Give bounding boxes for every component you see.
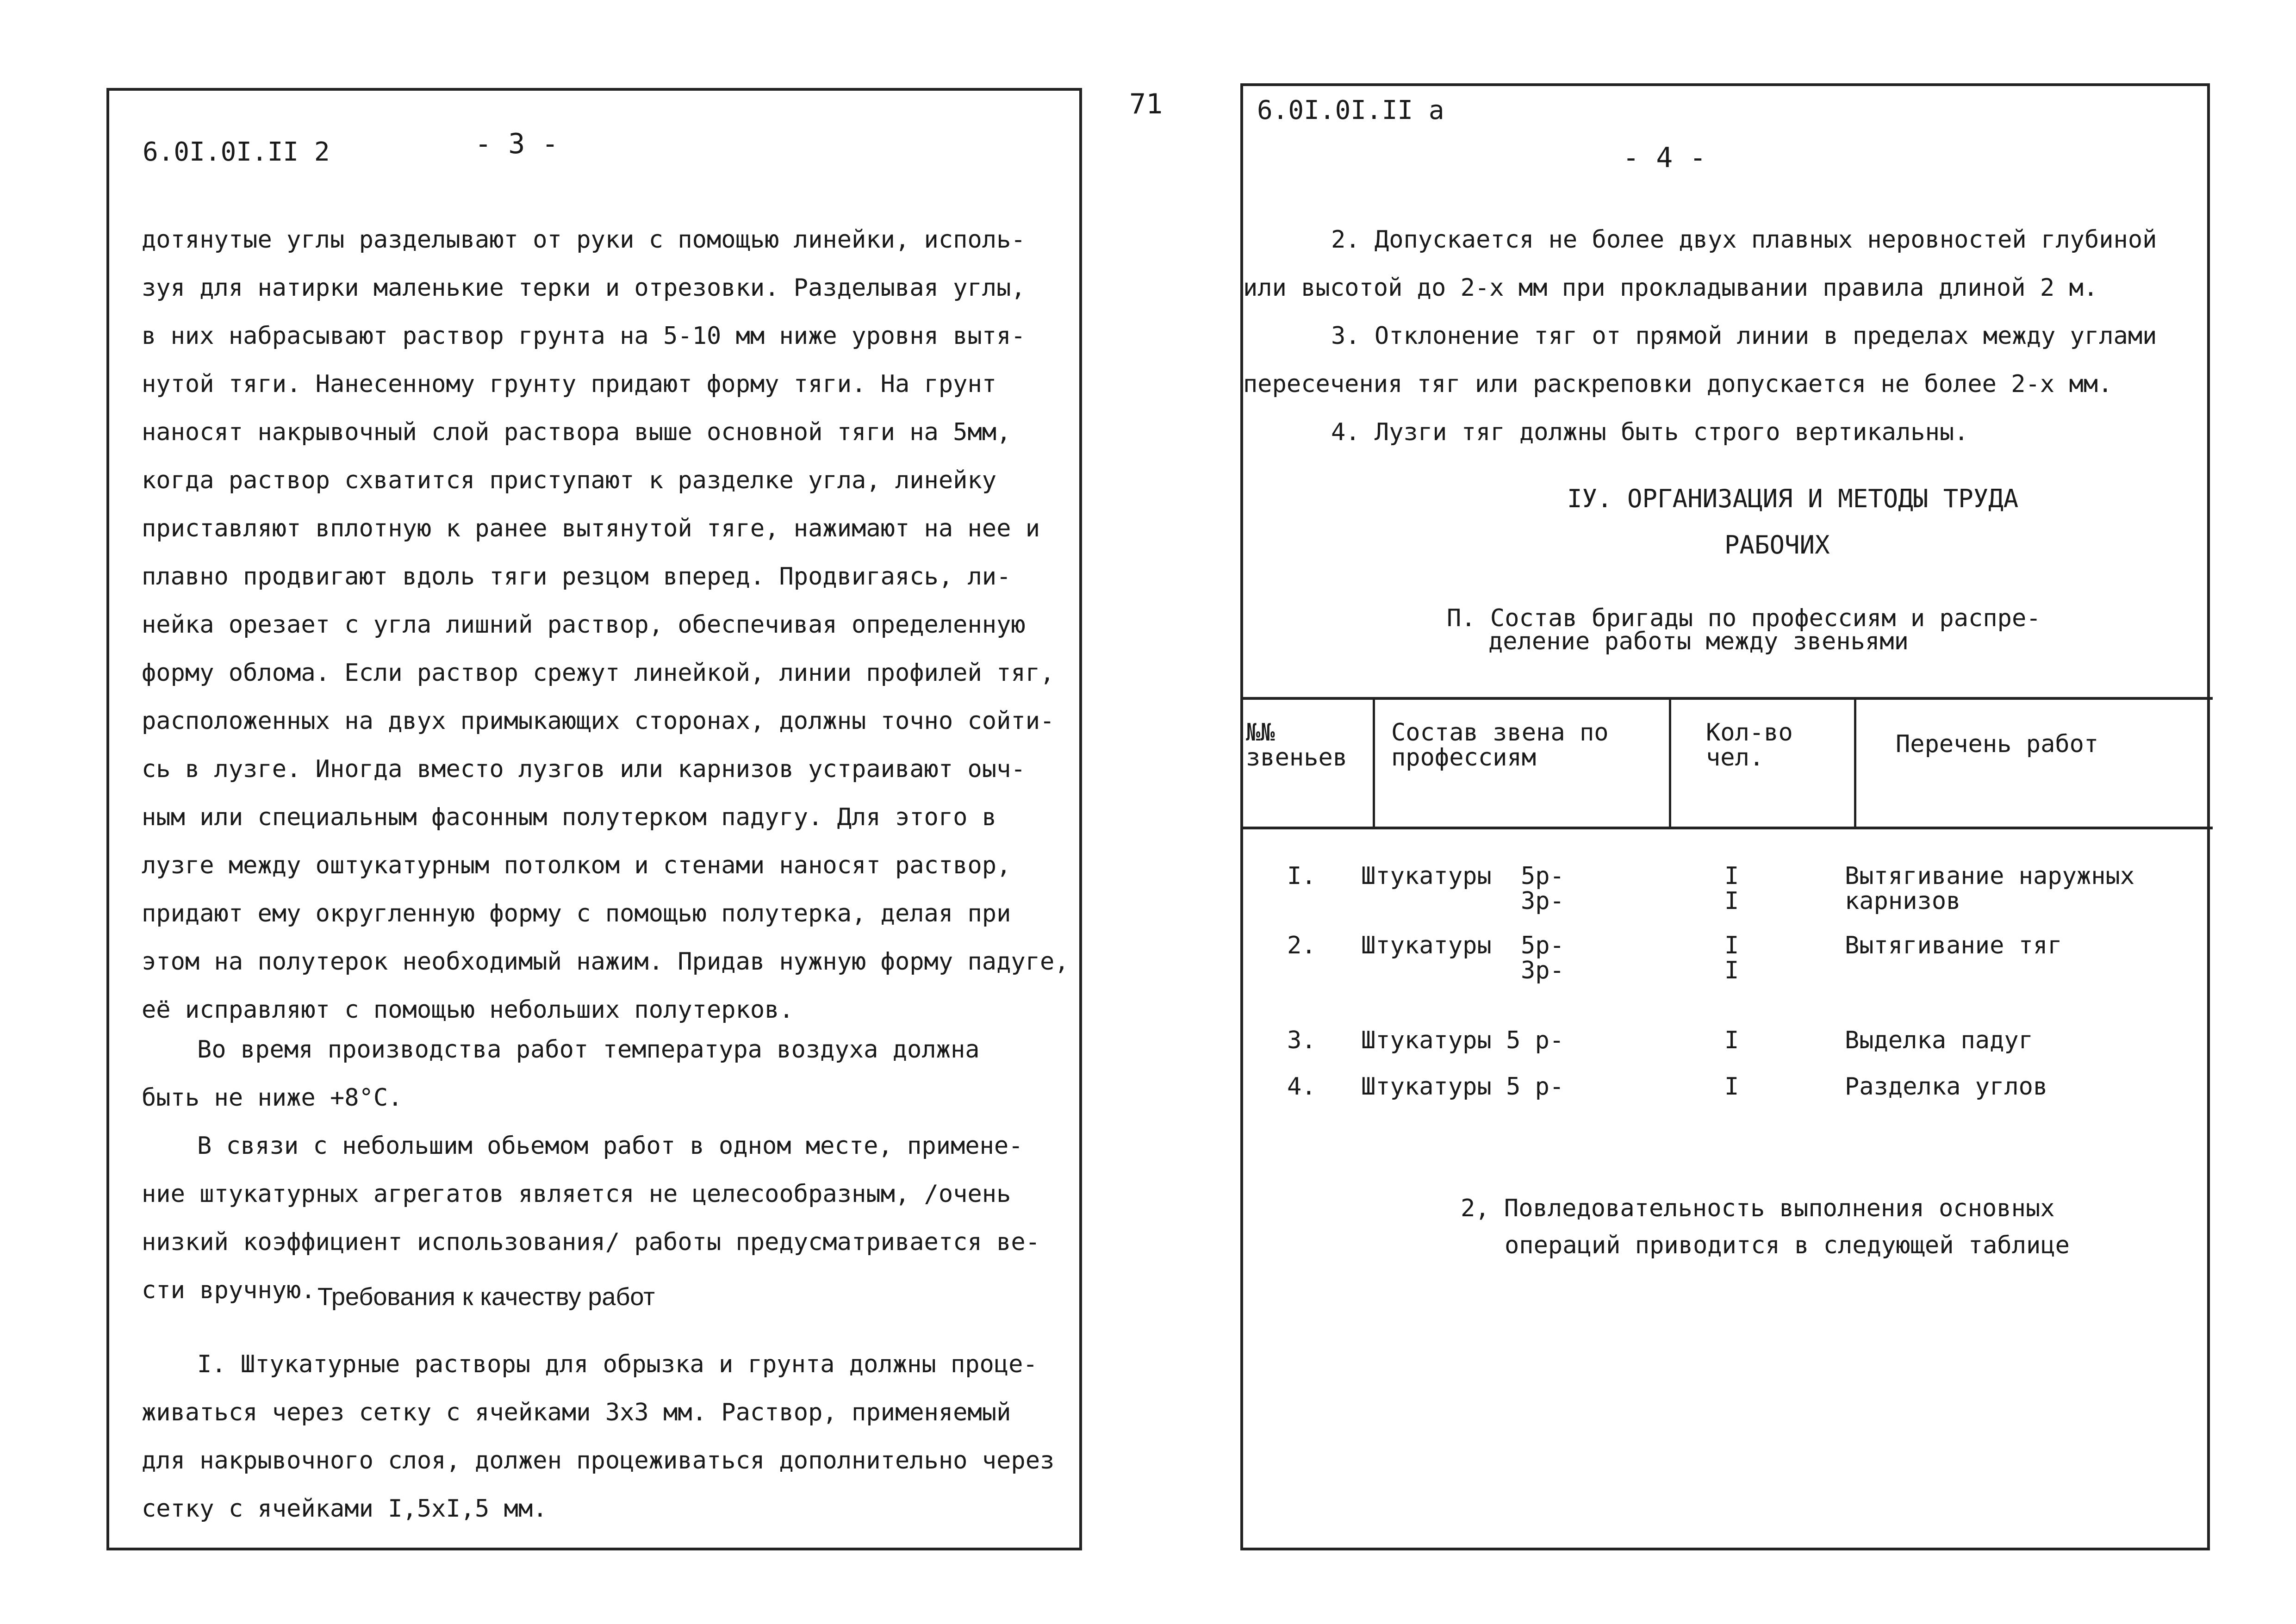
subsection-title: П. Состав бригады по профессиям и распре- [1447, 604, 2041, 632]
table-row-3-number: 3. [1287, 1027, 1316, 1054]
sequence-note: 2, Повледовательность выполнения основных операций приводится в следующей таблице [1461, 1195, 2070, 1259]
table-row-1-count: I I [1724, 862, 1739, 915]
table-row-1-profession: Штукатуры [1361, 862, 1492, 890]
lp1-line: нутой тяги. Нанесенному грунту придают форму тяги. На грунт [142, 370, 997, 398]
lp1-line: наносят накрывочный слой раствора выше основной тяги на 5мм, [142, 418, 1011, 446]
quality-requirements-heading: Требования к качеству работ [317, 1283, 655, 1311]
table-row-2-count: I I [1724, 932, 1739, 984]
lp3-line: В связи с небольшим обьемом работ в одном месте, примене- [197, 1132, 1023, 1160]
lp1-line: расположенных на двух примыкающих сторонах, должны точно сойти- [142, 707, 1055, 735]
table-col-divider-3 [1854, 697, 1856, 829]
lp4-line: для накрывочного слоя, должен процеживаться дополнительно через [142, 1447, 1055, 1475]
right-page-marker: - 4 - [1623, 142, 1706, 174]
table-row-1-grades: 5р- 3р- [1521, 862, 1564, 915]
table-header-composition: Состав звена по профессиям [1391, 719, 1609, 772]
section-title-continued: РАБОЧИХ [1724, 530, 1830, 560]
lp1-line: этом на полутерок необходимый нажим. Придав нужную форму падуге, [142, 948, 1069, 976]
table-row-4-profession: Штукатуры 5 р- [1361, 1073, 1564, 1101]
table-row-4-number: 4. [1287, 1073, 1316, 1101]
rp3-line: пересечения тяг или раскреповки допускается не более 2-х мм. [1243, 370, 2113, 398]
right-item-4: 4. Лузги тяг должны быть строго вертикальны. [1331, 418, 1969, 446]
lp2-line: Во время производства работ температура воздуха должна [197, 1036, 980, 1064]
lp1-line: придают ему округленную форму с помощью полутерка, делая при [142, 900, 1011, 927]
table-col-divider-1 [1373, 697, 1375, 829]
left-page-frame [106, 88, 1082, 1550]
lp1-line: плавно продвигают вдоль тяги резцом вперед. Продвигаясь, ли- [142, 563, 1011, 591]
lp1-line: лузге между оштукатурным потолком и стенами наносят раствор, [142, 852, 1011, 879]
table-row-3-work: Выделка падуг [1845, 1027, 2033, 1054]
left-paragraph-1 [142, 216, 1069, 1034]
table-header-work-list: Перечень работ [1896, 730, 2099, 758]
lp1-line: сь в лузге. Иногда вместо лузгов или карнизов устраивают оыч- [142, 755, 1026, 783]
lp1-line: её исправляют с помощью небольших полутерков. [142, 996, 794, 1024]
rp2-line: 2. Допускается не более двух плавных неровностей глубиной [1331, 226, 2157, 254]
table-row-2-grades: 5р- 3р- [1521, 932, 1564, 984]
left-doc-code: 6.0I.0I.II 2 [143, 137, 330, 167]
lp1-line: нейка орезает с угла лишний раствор, обеспечивая определенную [142, 611, 1026, 639]
lp1-line: ным или специальным фасонным полутерком падугу. Для этого в [142, 803, 997, 831]
table-row-1-number: I. [1287, 862, 1316, 890]
table-row-2-work: Вытягивание тяг [1845, 932, 2062, 959]
table-header-bottom-rule [1243, 827, 2213, 829]
table-row-4-work: Разделка углов [1845, 1073, 2048, 1101]
lp1-line: когда раствор схватится приступают к разделке угла, линейку [142, 467, 997, 494]
lp4-line: I. Штукатурные растворы для обрызка и грунта должны проце- [197, 1350, 1038, 1378]
section-title: IУ. ОРГАНИЗАЦИЯ И МЕТОДЫ ТРУДА [1567, 484, 2019, 513]
right-item-3 [1243, 312, 2157, 408]
subsection-title-continued: деление работы между звеньями [1488, 628, 1909, 655]
left-page-marker: - 3 - [475, 128, 559, 160]
right-page-frame [1240, 83, 2210, 1550]
lp3-line: ние штукатурных агрегатов является не целесообразным, /очень [142, 1180, 1011, 1208]
rp3-line: 3. Отклонение тяг от прямой линии в пределах между углами [1331, 322, 2157, 350]
lp3-line: сти вручную. [142, 1276, 316, 1304]
rp2-line: или высотой до 2-х мм при прокладывании правила длиной 2 м. [1243, 274, 2098, 302]
table-row-3-count: I [1724, 1027, 1739, 1054]
right-doc-code: 6.0I.0I.II а [1257, 95, 1444, 125]
lp1-line: форму облома. Если раствор срежут линейкой, линии профилей тяг, [142, 659, 1055, 687]
table-row-4-count: I [1724, 1073, 1739, 1101]
table-col-divider-2 [1669, 697, 1671, 829]
lp2-line: быть не ниже +8°С. [142, 1084, 403, 1112]
lp1-line: в них набрасывают раствор грунта на 5-10 мм ниже уровня вытя- [142, 322, 1026, 350]
table-row-2-profession: Штукатуры [1361, 932, 1492, 959]
table-row-1-work: Вытягивание наружных карнизов [1845, 862, 2135, 915]
left-paragraph-4 [142, 1340, 1054, 1533]
lp1-line: зуя для натирки маленькие терки и отрезовки. Разделывая углы, [142, 274, 1026, 302]
lp3-line: низкий коэффициент использования/ работы предусматривается ве- [142, 1228, 1040, 1256]
lp1-line: дотянутые углы разделывают от руки с помощью линейки, исполь- [142, 226, 1026, 254]
sheet-number: 71 [1129, 88, 1163, 120]
lp1-line: приставляют вплотную к ранее вытянутой тяге, нажимают на нее и [142, 515, 1040, 542]
table-header-group-number: №№ звеньев [1246, 719, 1348, 772]
table-top-rule [1243, 697, 2213, 700]
table-row-3-profession: Штукатуры 5 р- [1361, 1027, 1564, 1054]
lp4-line: живаться через сетку с ячейками 3х3 мм. Раствор, применяемый [142, 1399, 1011, 1426]
lp4-line: сетку с ячейками I,5хI,5 мм. [142, 1495, 548, 1523]
table-row-2-number: 2. [1287, 932, 1316, 959]
left-paragraph-2 [142, 1026, 980, 1122]
right-item-2 [1243, 216, 2157, 312]
table-header-headcount: Кол-во чел. [1706, 719, 1793, 772]
